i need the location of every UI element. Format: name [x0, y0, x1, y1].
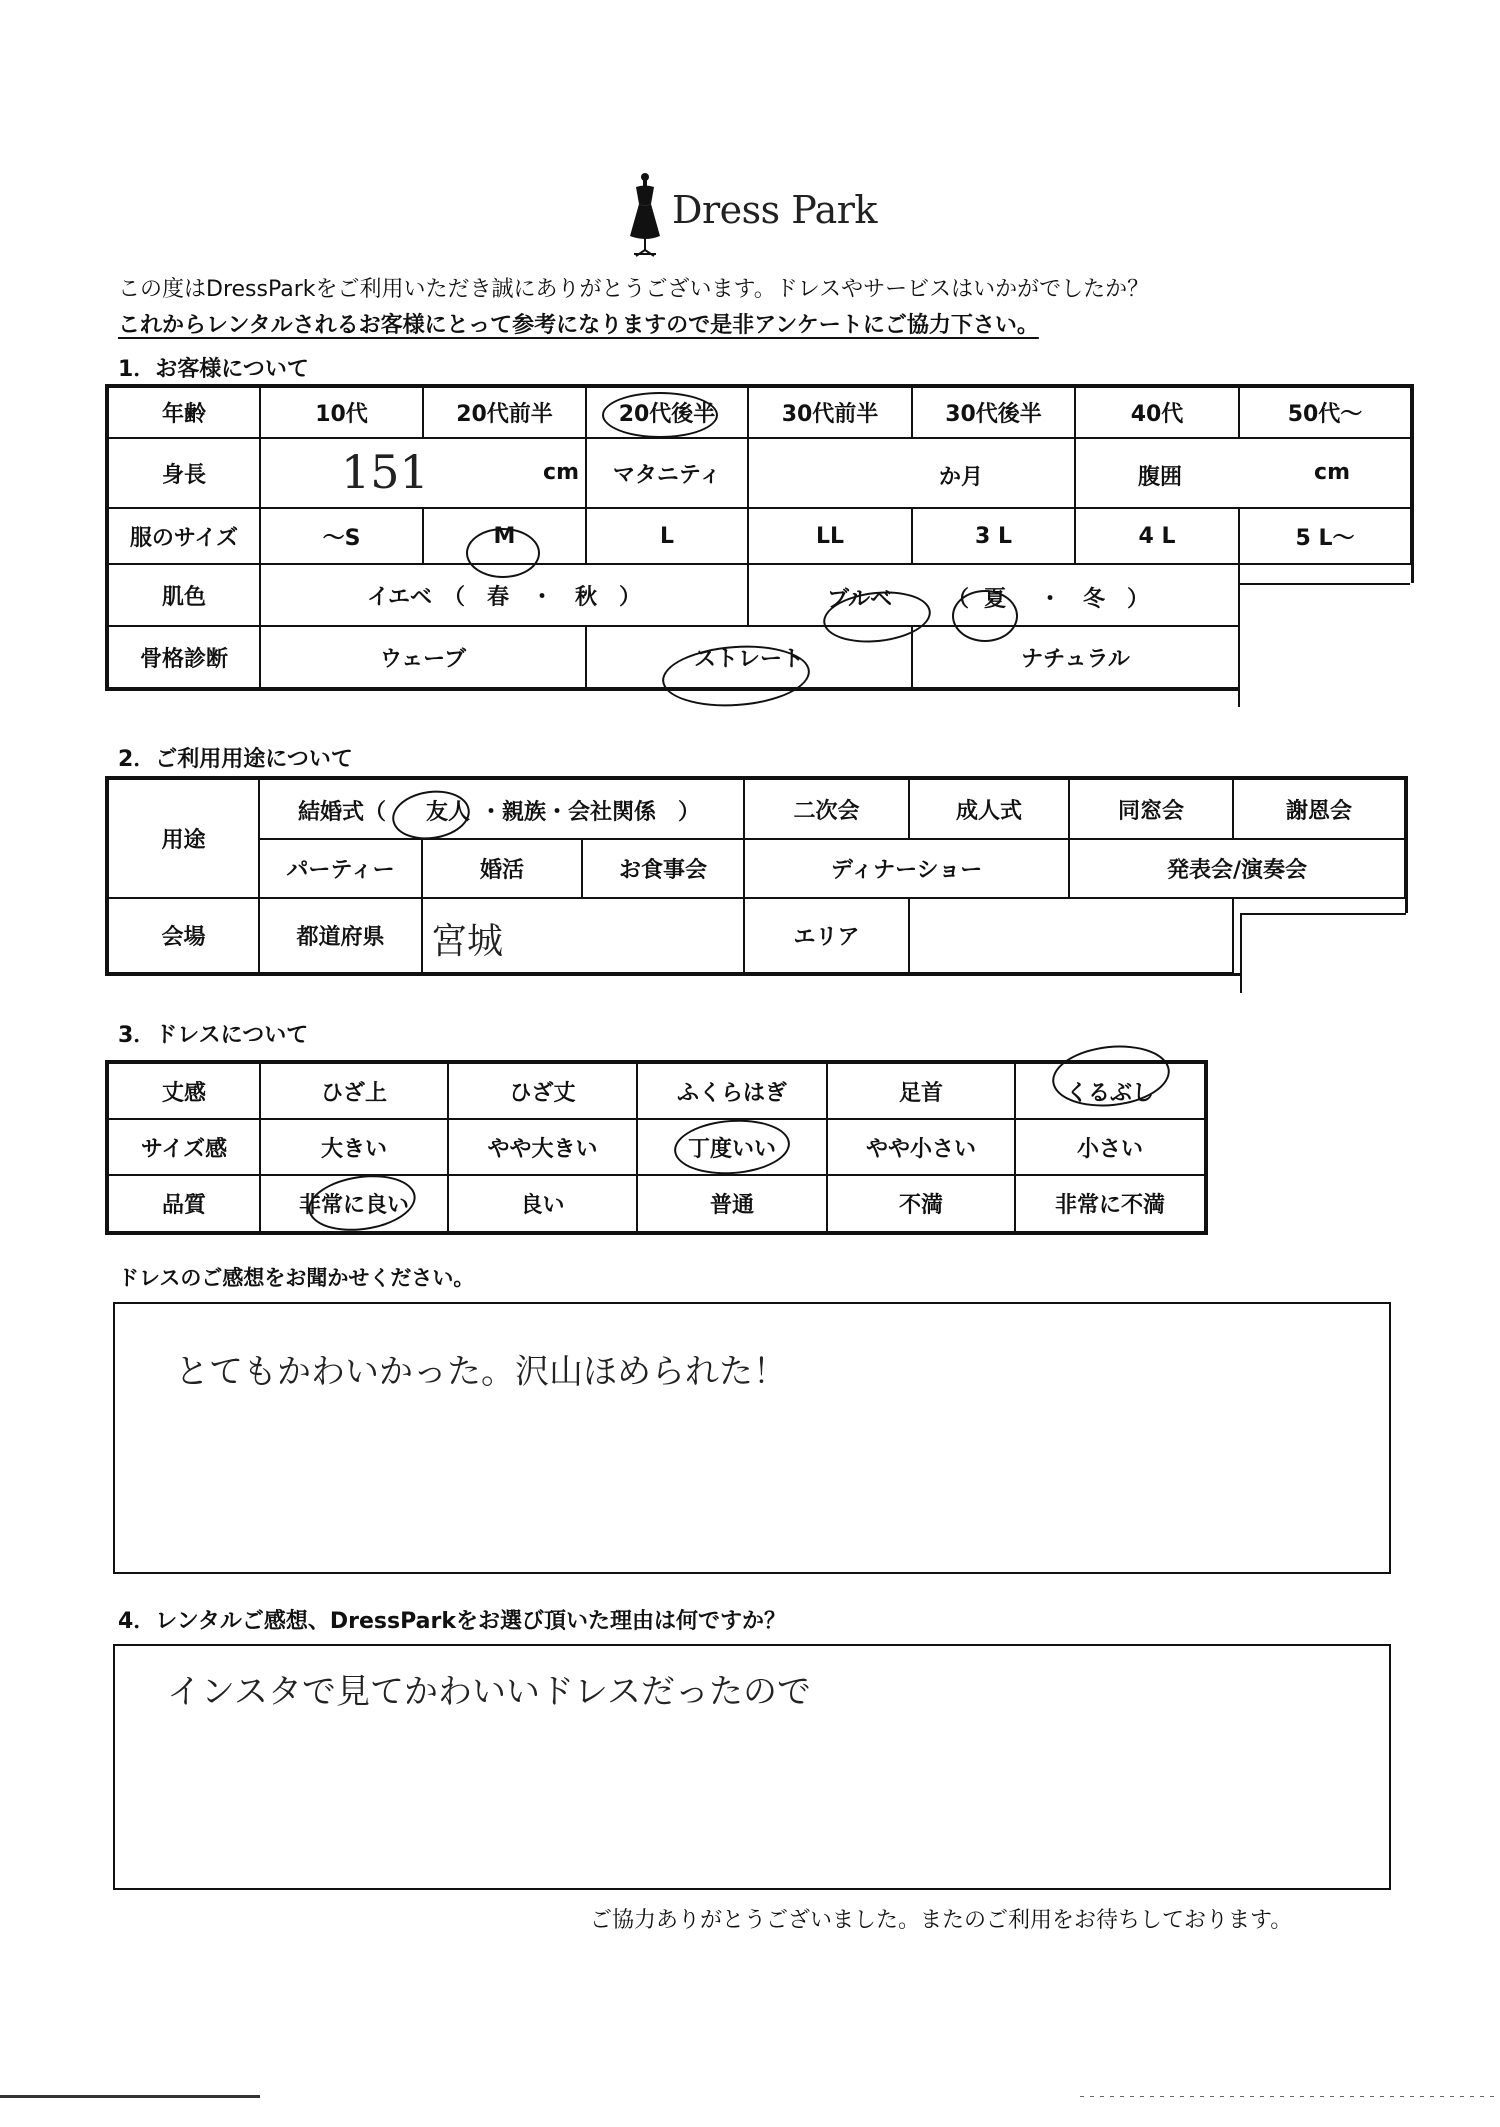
size-option[interactable]: ～S	[260, 508, 423, 564]
fit-option[interactable]: 大きい	[260, 1119, 448, 1175]
age-option[interactable]: 30代前半	[748, 387, 912, 438]
impressions-textarea[interactable]	[113, 1302, 1391, 1574]
table-edge	[1238, 583, 1240, 707]
fit-option[interactable]: 小さい	[1015, 1119, 1205, 1175]
frame-row	[108, 626, 1411, 688]
age-option[interactable]: 30代後半	[912, 387, 1075, 438]
size-option[interactable]: L	[586, 508, 748, 564]
purpose-label: 用途	[108, 779, 259, 898]
wedding-rest: ・親族・会社関係 ）	[480, 800, 701, 825]
height-value: 151	[341, 445, 429, 499]
size-option-selected[interactable]: M	[423, 508, 586, 564]
fit-option-selected[interactable]: 丁度いい	[637, 1119, 827, 1175]
quality-option-selected[interactable]: 非常に良い	[260, 1175, 448, 1232]
reason-answer: インスタで見てかわいいドレスだったので	[167, 1672, 811, 1712]
purpose-option[interactable]: 成人式	[909, 779, 1069, 839]
purpose-row-2	[108, 839, 1405, 898]
waist-label: 腹囲	[1138, 465, 1183, 490]
quality-option[interactable]: 非常に不満	[1015, 1175, 1205, 1232]
customer-table	[107, 386, 1412, 689]
maternity-label: マタニティ	[586, 438, 748, 508]
wedding-option[interactable]	[259, 779, 744, 839]
area-field[interactable]	[909, 898, 1233, 973]
section-1-title: 1．お客様について	[118, 357, 309, 382]
intro-line-1: この度はDressParkをご利用いただき誠にありがとうございます。ドレスやサービスはいかがでしたか？	[118, 277, 1150, 302]
dress-table	[107, 1062, 1206, 1233]
blue-base-paren: （	[947, 587, 970, 612]
purpose-option[interactable]: 二次会	[744, 779, 909, 839]
size-option[interactable]: 5 L～	[1239, 508, 1411, 564]
quality-option[interactable]: 普通	[637, 1175, 827, 1232]
frame-option-selected[interactable]: ストレート	[586, 626, 912, 688]
length-option[interactable]: ひざ上	[260, 1063, 448, 1119]
wedding-label: 結婚式（	[298, 800, 387, 825]
area-label: エリア	[744, 898, 909, 973]
impressions-prompt: ドレスのご感想をお聞かせください。	[118, 1266, 475, 1290]
dress-row-label: 丈感	[108, 1063, 260, 1119]
venue-label: 会場	[108, 898, 259, 973]
quality-option[interactable]: 不満	[827, 1175, 1015, 1232]
height-label: 身長	[108, 438, 260, 508]
size-option[interactable]: LL	[748, 508, 912, 564]
friend-option: 友人	[426, 800, 471, 825]
fit-option[interactable]: やや小さい	[827, 1119, 1015, 1175]
purpose-option[interactable]: 発表会/演奏会	[1069, 839, 1405, 898]
fit-row	[108, 1119, 1205, 1175]
dress-row-label: サイズ感	[108, 1119, 260, 1175]
scan-edge-line	[0, 2095, 1500, 2098]
height-unit: cm	[543, 460, 579, 485]
age-option[interactable]: 10代	[260, 387, 423, 438]
purpose-option[interactable]: 婚活	[422, 839, 582, 898]
table-edge	[1240, 913, 1406, 915]
age-row	[108, 387, 1411, 438]
height-field[interactable]	[260, 438, 586, 508]
prefecture-label: 都道府県	[259, 898, 422, 973]
age-option-selected[interactable]: 20代後半	[586, 387, 748, 438]
waist-unit: cm	[1314, 460, 1350, 485]
frame-option[interactable]: ウェーブ	[260, 626, 586, 688]
age-option[interactable]: 50代～	[1239, 387, 1411, 438]
size-row	[108, 508, 1411, 564]
purpose-option[interactable]: ディナーショー	[744, 839, 1069, 898]
skin-label: 肌色	[108, 564, 260, 626]
height-row	[108, 438, 1411, 508]
age-option[interactable]: 40代	[1075, 387, 1239, 438]
quality-option[interactable]: 良い	[448, 1175, 637, 1232]
section-3-title: 3．ドレスについて	[118, 1023, 309, 1048]
purpose-option[interactable]: 謝恩会	[1233, 779, 1405, 839]
reason-textarea[interactable]	[113, 1644, 1391, 1890]
table-edge	[1240, 913, 1242, 993]
blue-base-label: ブルベ	[827, 587, 893, 612]
size-label: 服のサイズ	[108, 508, 260, 564]
prefecture-field[interactable]	[422, 898, 744, 973]
fit-option[interactable]: やや大きい	[448, 1119, 637, 1175]
venue-row	[108, 898, 1405, 973]
purpose-option[interactable]: お食事会	[582, 839, 744, 898]
length-option-selected[interactable]: くるぶし	[1015, 1063, 1205, 1119]
size-option[interactable]: 3 L	[912, 508, 1075, 564]
skin-row	[108, 564, 1411, 626]
summer-label: 夏	[984, 587, 1007, 612]
maternity-field[interactable]	[748, 438, 1075, 508]
impressions-answer: とてもかわいかった。沢山ほめられた！	[175, 1352, 787, 1392]
length-option[interactable]: 足首	[827, 1063, 1015, 1119]
frame-option[interactable]: ナチュラル	[912, 626, 1239, 688]
dress-form-icon	[620, 170, 670, 260]
table-corner-mask	[1238, 583, 1414, 705]
purpose-table	[107, 778, 1406, 974]
section-4-title: 4．レンタルご感想、DressParkをお選び頂いた理由は何ですか？	[118, 1609, 786, 1634]
month-unit: か月	[939, 465, 984, 490]
length-option[interactable]: ひざ丈	[448, 1063, 637, 1119]
intro-line-2: これからレンタルされるお客様にとって参考になりますので是非アンケートにご協力下さい。	[118, 313, 1039, 338]
purpose-row-1	[108, 779, 1405, 839]
purpose-option[interactable]: パーティー	[259, 839, 422, 898]
section-2-title: 2．ご利用用途について	[118, 747, 353, 772]
size-option[interactable]: 4 L	[1075, 508, 1239, 564]
table-edge	[1238, 583, 1410, 585]
table-corner-mask	[1242, 913, 1410, 993]
length-option[interactable]: ふくらはぎ	[637, 1063, 827, 1119]
dresspark-logo	[620, 170, 880, 260]
dress-row-label: 品質	[108, 1175, 260, 1232]
winter-label: ・ 冬 ）	[1039, 587, 1150, 612]
quality-row	[108, 1175, 1205, 1232]
age-option[interactable]: 20代前半	[423, 387, 586, 438]
length-row	[108, 1063, 1205, 1119]
purpose-option[interactable]: 同窓会	[1069, 779, 1233, 839]
logo-text: Dress Park	[672, 188, 877, 232]
waist-field[interactable]	[1075, 438, 1411, 508]
prefecture-value: 宮城	[431, 921, 504, 962]
blue-base-option[interactable]	[748, 564, 1239, 626]
closing-message: ご協力ありがとうございました。またのご利用をお待ちしております。	[590, 1908, 1293, 1933]
frame-label: 骨格診断	[108, 626, 260, 688]
yellow-base-option[interactable]: イエベ （ 春 ・ 秋 ）	[260, 564, 748, 626]
age-label: 年齢	[108, 387, 260, 438]
